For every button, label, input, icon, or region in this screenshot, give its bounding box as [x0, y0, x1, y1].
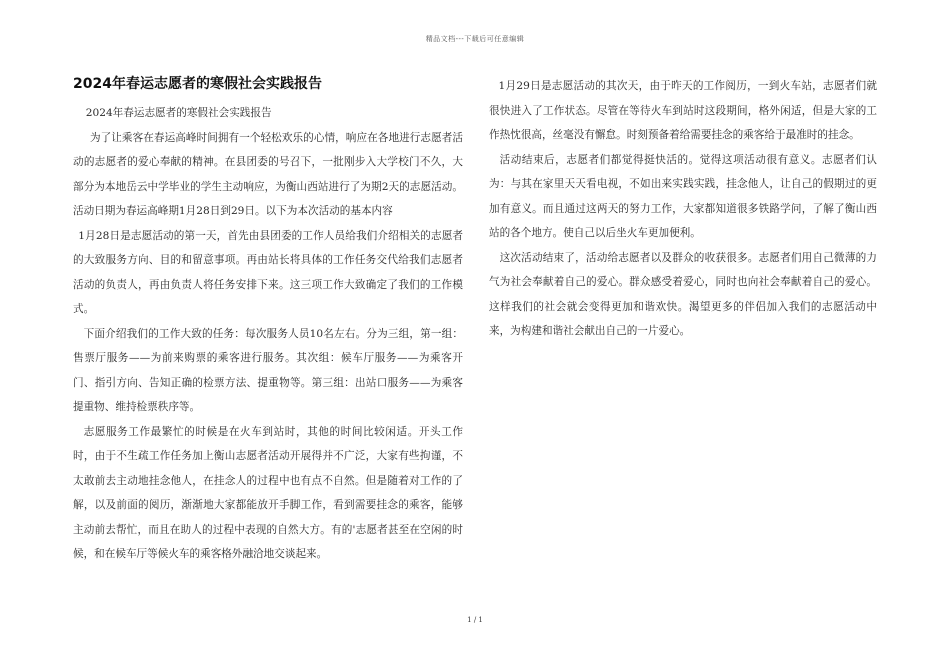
page-number: 1 / 1	[467, 616, 483, 624]
conclusion-paragraph: 这次活动结束了，活动给志愿者以及群众的收获很多。志愿者们用自己微薄的力气为社会奉献着自己的爱心。群众感受着爱心，同时也向社会奉献着自己的爱心。这样我们的社会就会变得更加和谐欢快。渴望更多的伴侣加入我们的志愿活动中来，为构建和谐社会献出自己的一片爱心。	[489, 251, 877, 337]
right-column	[489, 74, 877, 344]
day-two-paragraph: 1月29日是志愿活动的其次天，由于昨天的工作阅历，一到火车站，志愿者们就很快进入了工作状态。尽管在等待火车到站时这段期间，格外闲适，但是大家的工作热忱很高，丝毫没有懈怠。时刻预备着给需要挂念的乘客给于最准时的挂念。	[489, 80, 877, 141]
intro-paragraph: 为了让乘客在春运高峰时间拥有一个轻松欢乐的心情，响应在各地进行志愿者活动的志愿者的爱心奉献的精神。在县团委的号召下，一批刚步入大学校门不久，大部分为本地岳云中学毕业的学生主动响应，为衡山西站进行了为期2天的志愿活动。活动日期为春运高峰期1月28日到29日。以下为本次活动的基本内容	[73, 131, 463, 217]
subtitle-paragraph: 2024年春运志愿者的寒假社会实践报告	[85, 107, 272, 119]
tasks-paragraph: 下面介绍我们的工作大致的任务：每次服务人员10名左右。分为三组，第一组：售票厅服务——为前来购票的乘客进行服务。其次组：候车厅服务——为乘客开门、指引方向、告知正确的检票方法、提重物等。第三组：出站口服务——为乘客提重物、维持检票秩序等。	[73, 327, 463, 413]
page-header-watermark: 精品文档---下载后可任意编辑	[425, 35, 525, 43]
left-column	[73, 74, 463, 567]
busy-time-paragraph: 志愿服务工作最繁忙的时候是在火车到站时，其他的时间比较闲适。开头工作时，由于不生疏工作任务加上衡山志愿者活动开展得并不广泛，大家有些拘谨，不太敢前去主动地挂念他人，在挂念人的过程中也有点不自然。但是随着对工作的了解，以及前面的阅历，渐渐地大家都能放开手脚工作，看到需要挂念的乘客，能够主动前去帮忙，而且在助人的过程中表现的自然大方。有的'志愿者甚至在空闲的时候，和在候车厅等候火车的乘客格外融洽地交谈起来。	[73, 425, 463, 560]
day-one-paragraph: 1月28日是志愿活动的第一天，首先由县团委的工作人员给我们介绍相关的志愿者的大致服务方向、目的和留意事项。再由站长将具体的工作任务交代给我们志愿者活动的负责人，再由负责人将任务安排下来。这三项工作大致确定了我们的工作模式。	[73, 229, 463, 315]
after-activity-paragraph: 活动结束后，志愿者们都觉得挺快活的。觉得这项活动很有意义。志愿者们认为：与其在家里天天看电视，不如出来实践实践，挂念他人，让自己的假期过的更加有意义。而且通过这两天的努力工作，大家都知道很多铁路学问，了解了衡山西站的各个地方。使自己以后坐火车更加便利。	[489, 153, 877, 239]
document-title: 2024年春运志愿者的寒假社会实践报告	[73, 76, 322, 92]
